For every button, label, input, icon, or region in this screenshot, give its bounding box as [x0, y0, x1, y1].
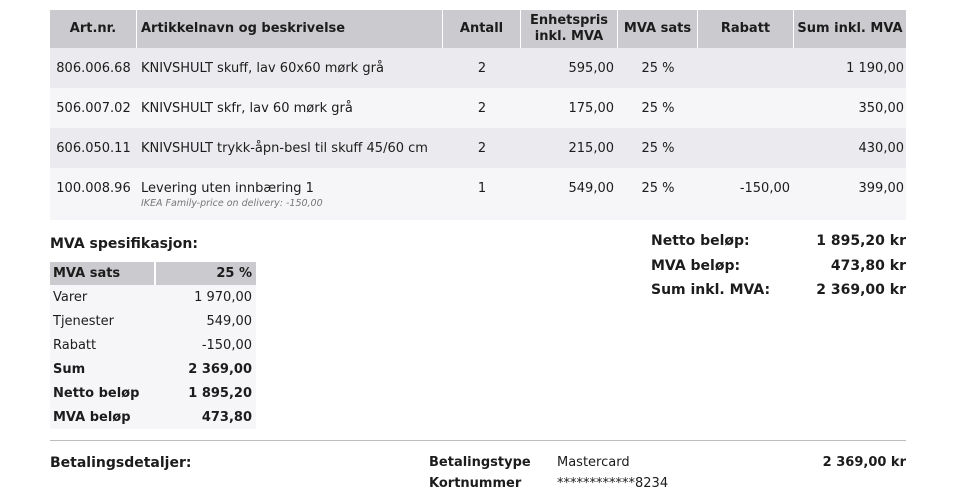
cell-art-nr: 506.007.02: [56, 101, 131, 116]
cell-name: KNIVSHULT skuff, lav 60x60 mørk grå: [141, 61, 384, 76]
vat-spec-row: [50, 285, 256, 309]
cell-art-nr: 806.006.68: [56, 61, 131, 76]
card-number-label: Kortnummer: [429, 476, 522, 491]
vat-spec-value: 1 970,00: [194, 289, 252, 305]
cell-discount: [698, 48, 794, 88]
cell-art-nr: 100.008.96: [56, 181, 131, 196]
cell-vat-rate: 25 %: [641, 61, 675, 76]
vat-spec-label: Tjenester: [53, 313, 115, 329]
vat-spec-value: -150,00: [201, 337, 252, 353]
cell-note: IKEA Family-price on delivery: -150,00: [141, 198, 323, 209]
totals-row: [651, 282, 906, 307]
table-row: [50, 48, 906, 88]
cell-name: KNIVSHULT skfr, lav 60 mørk grå: [141, 101, 353, 116]
totals-label: Netto beløp:: [651, 233, 750, 249]
vat-spec-row: [50, 381, 256, 405]
vat-spec-value: 549,00: [206, 313, 252, 329]
totals-label: Sum inkl. MVA:: [651, 282, 771, 298]
cell-unit-price: 549,00: [568, 181, 614, 196]
cell-unit-price: 595,00: [568, 61, 614, 76]
vat-spec-label: Varer: [53, 289, 88, 305]
card-number-value: ************8234: [557, 476, 669, 491]
cell-discount: -150,00: [739, 181, 790, 196]
table-row: [50, 168, 906, 220]
vat-spec-row: [50, 405, 256, 429]
vat-spec-header-label: MVA sats: [50, 262, 156, 285]
header-name: Artikkelnavn og beskrivelse: [137, 10, 443, 48]
cell-sum: 399,00: [858, 181, 904, 196]
items-table: [50, 10, 906, 220]
cell-qty: 2: [477, 101, 487, 116]
cell-vat-rate: 25 %: [641, 101, 675, 116]
cell-vat-rate: 25 %: [641, 181, 675, 196]
cell-vat-rate: 25 %: [641, 141, 675, 156]
header-art-nr: Art.nr.: [50, 10, 137, 48]
vat-spec-table: [50, 262, 256, 429]
table-row: [50, 88, 906, 128]
cell-unit-price: 175,00: [568, 101, 614, 116]
cell-qty: 1: [477, 181, 487, 196]
vat-spec-label: MVA beløp: [53, 409, 131, 425]
header-unit-price: [521, 10, 618, 48]
section-divider: [50, 440, 906, 441]
vat-spec-body: [50, 285, 256, 429]
vat-spec-header: [50, 262, 256, 285]
vat-spec-label: Rabatt: [53, 337, 97, 353]
header-sum: Sum inkl. MVA: [797, 21, 903, 36]
cell-sum: 350,00: [858, 101, 904, 116]
vat-spec-label: Sum: [53, 361, 86, 377]
vat-spec-value: 473,80: [201, 409, 252, 425]
cell-name: Levering uten innbæring 1: [141, 181, 314, 196]
cell-name: KNIVSHULT trykk-åpn-besl til skuff 45/60 cm: [141, 141, 428, 156]
header-discount: Rabatt: [698, 10, 794, 48]
header-unit-price-line1: Enhetspris: [529, 13, 609, 28]
totals-value: 473,80 kr: [830, 257, 906, 274]
cell-discount: [698, 128, 794, 168]
vat-spec-row: [50, 309, 256, 333]
cell-discount: [698, 88, 794, 128]
cell-name-with-note: [137, 168, 443, 220]
totals-row: [651, 233, 906, 258]
cell-art-nr: 606.050.11: [56, 141, 131, 156]
payment-details-title: Betalingsdetaljer:: [50, 455, 192, 471]
items-table-header: [50, 10, 906, 48]
vat-spec-header-value: 25 %: [216, 266, 252, 281]
totals-label: MVA beløp:: [651, 257, 741, 274]
vat-spec-value: 1 895,20: [188, 385, 252, 401]
cell-sum: 1 190,00: [846, 61, 904, 76]
payment-type-label: Betalingstype: [429, 455, 531, 470]
vat-spec-value: 2 369,00: [188, 361, 252, 377]
table-row: [50, 128, 906, 168]
cell-sum: 430,00: [858, 141, 904, 156]
totals-row: [651, 258, 906, 283]
cell-qty: 2: [477, 61, 487, 76]
totals-summary: [651, 233, 906, 307]
cell-qty: 2: [477, 141, 487, 156]
payment-amount: 2 369,00 kr: [822, 455, 906, 470]
vat-spec-title: MVA spesifikasjon:: [50, 236, 198, 252]
totals-value: 1 895,20 kr: [816, 233, 906, 249]
vat-spec-label: Netto beløp: [53, 385, 140, 401]
header-qty: Antall: [443, 10, 521, 48]
payment-type-value: Mastercard: [557, 455, 630, 470]
totals-value: 2 369,00 kr: [816, 282, 906, 298]
cell-unit-price: 215,00: [568, 141, 614, 156]
header-vat-rate: MVA sats: [618, 10, 698, 48]
header-unit-price-line2: inkl. MVA: [534, 29, 604, 44]
vat-spec-row: [50, 357, 256, 381]
vat-spec-row: [50, 333, 256, 357]
